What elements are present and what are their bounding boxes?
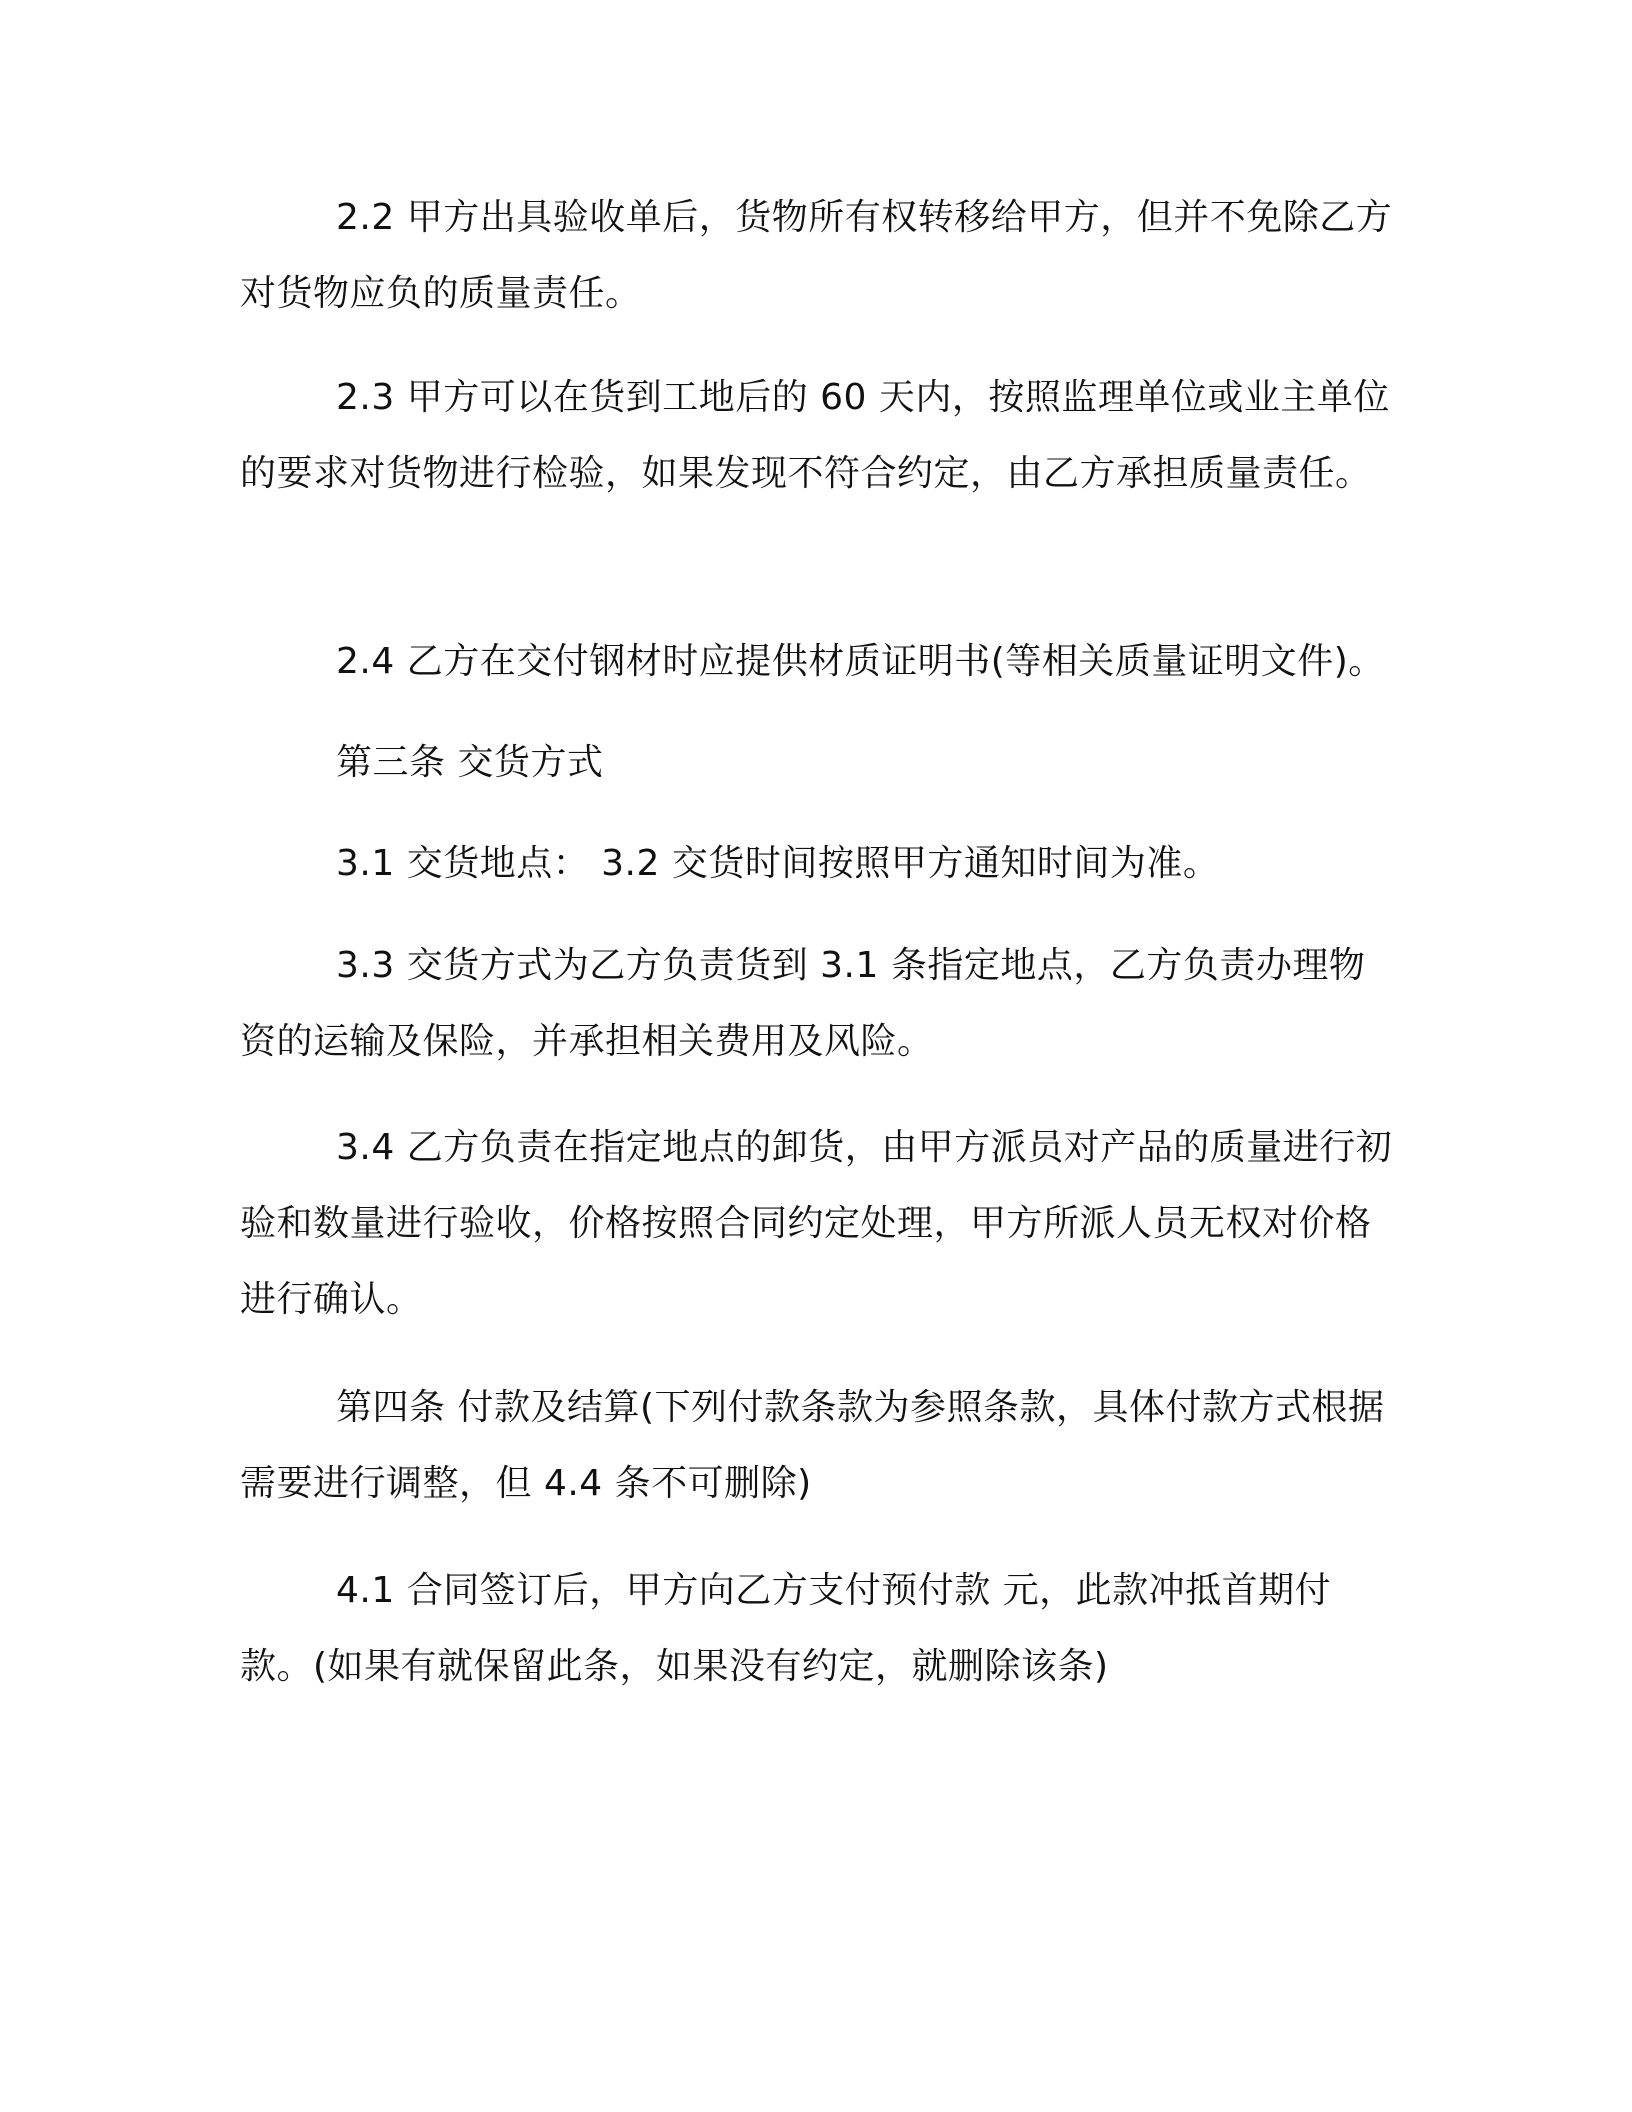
- paragraph-2-3: 2.3 甲方可以在货到工地后的 60 天内，按照监理单位或业主单位的要求对货物进行检验，如果发现不符合约定，由乙方承担质量责任。: [240, 377, 1390, 494]
- paragraph-3-1-3-2: 3.1 交货地点： 3.2 交货时间按照甲方通知时间为准。: [336, 843, 1220, 884]
- paragraph-3-4: 3.4 乙方负责在指定地点的卸货，由甲方派员对产品的质量进行初验和数量进行验收，价格按照合同约定处理，甲方所派人员无权对价格进行确认。: [240, 1127, 1393, 1320]
- heading-article-3: 第三条 交货方式: [336, 742, 604, 783]
- paragraph-2-4: 2.4 乙方在交付钢材时应提供材质证明书(等相关质量证明文件)。: [336, 641, 1385, 682]
- heading-article-4: 第四条 付款及结算(下列付款条款为参照条款，具体付款方式根据需要进行调整，但 4.4 条不可删除): [240, 1387, 1385, 1504]
- paragraph-4-1: 4.1 合同签订后，甲方向乙方支付预付款 元，此款冲抵首期付款。(如果有就保留此条，如果没有约定，就删除该条): [240, 1570, 1332, 1687]
- paragraph-2-2: 2.2 甲方出具验收单后，货物所有权转移给甲方，但并不免除乙方对货物应负的质量责任。: [240, 197, 1393, 314]
- paragraph-3-3: 3.3 交货方式为乙方负责货到 3.1 条指定地点，乙方负责办理物资的运输及保险，并承担相关费用及风险。: [240, 945, 1366, 1062]
